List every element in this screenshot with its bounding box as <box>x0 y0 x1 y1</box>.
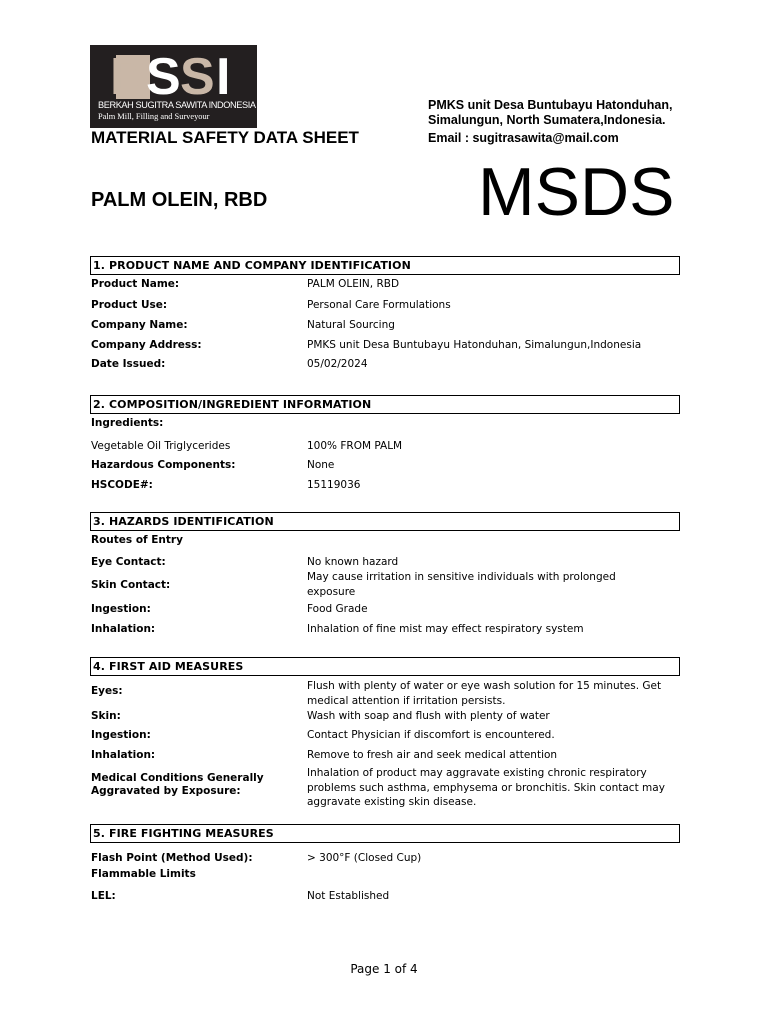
skin-contact-label: Skin Contact: <box>91 579 171 591</box>
routes-of-entry-label: Routes of Entry <box>91 534 183 546</box>
section-1-header: 1. PRODUCT NAME AND COMPANY IDENTIFICATION <box>90 256 680 275</box>
ingestion-hazard-label: Ingestion: <box>91 603 151 615</box>
hscode-label: HSCODE#: <box>91 479 153 491</box>
skin-first-aid-value: Wash with soap and flush with plenty of water <box>307 710 550 722</box>
medical-conditions-label-line1: Medical Conditions Generally <box>91 772 264 784</box>
flash-point-value: > 300°F (Closed Cup) <box>307 852 422 864</box>
eye-contact-value: No known hazard <box>307 556 399 568</box>
ingestion-first-aid-label: Ingestion: <box>91 729 151 741</box>
logo-letter-s2: S <box>180 48 212 106</box>
product-name-value: PALM OLEIN, RBD <box>307 278 400 290</box>
date-issued-value: 05/02/2024 <box>307 358 368 370</box>
flash-point-label: Flash Point (Method Used): <box>91 852 253 864</box>
section-4-header: 4. FIRST AID MEASURES <box>90 657 680 676</box>
company-logo <box>90 45 257 128</box>
logo-tagline: Palm Mill, Filling and Surveyour <box>98 112 210 121</box>
date-issued-label: Date Issued: <box>91 358 166 370</box>
skin-contact-value: May cause irritation in sensitive individuals with prolonged exposure <box>307 571 616 598</box>
ingredients-label: Ingredients: <box>91 417 164 429</box>
section-5-header: 5. FIRE FIGHTING MEASURES <box>90 824 680 843</box>
logo-letter-i: I <box>216 48 228 106</box>
eye-contact-label: Eye Contact: <box>91 556 166 568</box>
company-name-value: Natural Sourcing <box>307 319 395 331</box>
hazardous-components-value: None <box>307 459 335 471</box>
document-title: MATERIAL SAFETY DATA SHEET <box>91 128 359 147</box>
logo-letter-b: B <box>110 48 145 106</box>
ingredient-value: 100% FROM PALM <box>307 440 403 452</box>
product-use-label: Product Use: <box>91 299 168 311</box>
skin-first-aid-label: Skin: <box>91 710 121 722</box>
logo-company-name: BERKAH SUGITRA SAWITA INDONESIA <box>98 100 256 110</box>
product-use-value: Personal Care Formulations <box>307 299 451 311</box>
section-3-header: 3. HAZARDS IDENTIFICATION <box>90 512 680 531</box>
lel-label: LEL: <box>91 890 116 902</box>
address-line-1: PMKS unit Desa Buntubayu Hatonduhan, <box>428 98 673 112</box>
company-address-label: Company Address: <box>91 339 202 351</box>
email-address: Email : sugitrasawita@mail.com <box>428 131 619 145</box>
inhalation-first-aid-value: Remove to fresh air and seek medical attention <box>307 749 558 761</box>
flammable-limits-label: Flammable Limits <box>91 868 196 880</box>
lel-value: Not Established <box>307 890 390 902</box>
medical-conditions-value: Inhalation of product may aggravate existing chronic respiratory problems such asthma, emphysema or bronchitis. Skin contact may aggravate existing skin disease. <box>307 767 665 808</box>
product-name-label: Product Name: <box>91 278 180 290</box>
company-name-label: Company Name: <box>91 319 188 331</box>
product-title: PALM OLEIN, RBD <box>91 189 268 211</box>
medical-conditions-label-line2: Aggravated by Exposure: <box>91 785 241 797</box>
company-address-value: PMKS unit Desa Buntubayu Hatonduhan, Simalungun,Indonesia <box>307 339 642 351</box>
company-address-header <box>428 98 672 128</box>
ingredient-name: Vegetable Oil Triglycerides <box>91 440 231 452</box>
inhalation-hazard-value: Inhalation of fine mist may effect respiratory system <box>307 623 584 635</box>
eyes-first-aid-label: Eyes: <box>91 685 123 697</box>
hscode-value: 15119036 <box>307 479 361 491</box>
inhalation-hazard-label: Inhalation: <box>91 623 156 635</box>
hazardous-components-label: Hazardous Components: <box>91 459 236 471</box>
eyes-first-aid-value: Flush with plenty of water or eye wash solution for 15 minutes. Get medical attention if irritation persists. <box>307 680 662 707</box>
msds-heading: MSDS <box>478 154 675 230</box>
ingestion-hazard-value: Food Grade <box>307 603 368 615</box>
address-line-2: Simalungun, North Sumatera,Indonesia. <box>428 113 666 127</box>
ingestion-first-aid-value: Contact Physician if discomfort is encountered. <box>307 729 555 741</box>
logo-letter-s1: S <box>146 48 178 106</box>
page-number: Page 1 of 4 <box>350 962 418 976</box>
inhalation-first-aid-label: Inhalation: <box>91 749 156 761</box>
section-2-header: 2. COMPOSITION/INGREDIENT INFORMATION <box>90 395 680 414</box>
